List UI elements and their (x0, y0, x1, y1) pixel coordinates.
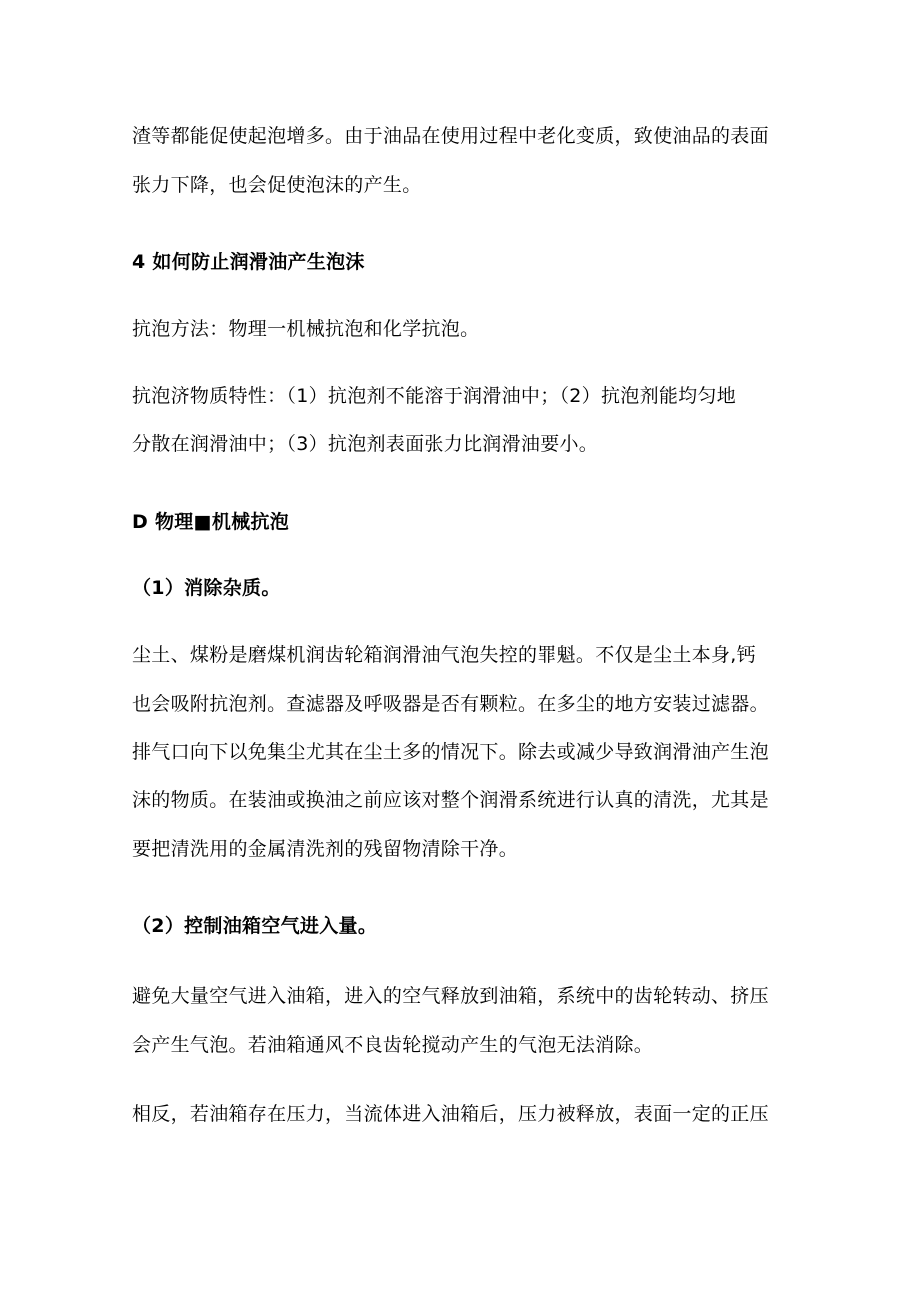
paragraph-line: 抗泡济物质特性：（1）抗泡剂不能溶于润滑油中；（2）抗泡剂能均匀地 (132, 385, 737, 407)
paragraph-line: 排气口向下以免集尘尤其在尘土多的情况下。除去或减少导致润滑油产生泡 (132, 741, 769, 763)
paragraph-line: 张力下降，也会促使泡沫的产生。 (132, 174, 422, 196)
paragraph-line: 渣等都能促使起泡增多。由于油品在使用过程中老化变质，致使油品的表面 (132, 125, 769, 147)
subsection-heading: （2）控制油箱空气进入量。 (132, 915, 378, 937)
paragraph-line: 会产生气泡。若油箱通风不良齿轮搅动产生的气泡无法消除。 (132, 1034, 654, 1056)
paragraph-line: 要把清洗用的金属清洗剂的残留物清除干净。 (132, 838, 519, 860)
paragraph-line: 尘土、煤粉是磨煤机润齿轮箱润滑油气泡失控的罪魁。不仅是尘土本身,钙 (132, 644, 756, 666)
subsection-heading: （1）消除杂质。 (132, 577, 281, 599)
paragraph-line: 沫的物质。在装油或换油之前应该对整个润滑系统进行认真的清洗，尤其是 (132, 789, 769, 811)
subsection-heading: D 物理■机械抗泡 (132, 511, 290, 533)
paragraph-line: 抗泡方法：物理一机械抗泡和化学抗泡。 (132, 318, 480, 340)
paragraph-line: 避免大量空气进入油箱，进入的空气释放到油箱，系统中的齿轮转动、挤压 (132, 985, 769, 1007)
section-heading: 4 如何防止润滑油产生泡沫 (132, 251, 365, 273)
paragraph-line: 分散在润滑油中；（3）抗泡剂表面张力比润滑油要小。 (132, 433, 599, 455)
paragraph-line: 相反，若油箱存在压力，当流体进入油箱后，压力被释放，表面一定的正压 (132, 1103, 769, 1125)
paragraph-line: 也会吸附抗泡剂。查滤器及呼吸器是否有颗粒。在多尘的地方安装过滤器。 (132, 693, 769, 715)
